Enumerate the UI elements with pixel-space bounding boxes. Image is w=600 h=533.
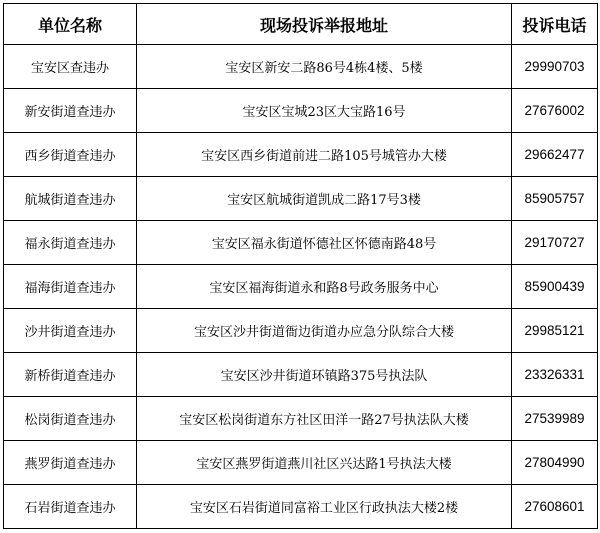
address-cell: 宝安区新安二路86号4栋4楼、5楼 — [137, 45, 512, 89]
header-address: 现场投诉举报地址 — [137, 4, 512, 45]
header-phone: 投诉电话 — [512, 4, 598, 45]
unit-name-cell: 燕罗街道查违办 — [4, 441, 137, 485]
phone-cell: 27676002 — [512, 89, 598, 133]
phone-cell: 27608601 — [512, 485, 598, 529]
table-row — [4, 221, 598, 265]
phone-cell: 29985121 — [512, 309, 598, 353]
unit-name-cell: 西乡街道查违办 — [4, 133, 137, 177]
table-row — [4, 485, 598, 529]
address-cell: 宝安区松岗街道东方社区田洋一路27号执法队大楼 — [137, 397, 512, 441]
address-cell: 宝安区航城街道凯成二路17号3楼 — [137, 177, 512, 221]
complaint-contact-table — [3, 3, 598, 529]
address-cell: 宝安区沙井街道环镇路375号执法队 — [137, 353, 512, 397]
address-cell: 宝安区宝城23区大宝路16号 — [137, 89, 512, 133]
phone-cell: 23326331 — [512, 353, 598, 397]
unit-name-cell: 宝安区查违办 — [4, 45, 137, 89]
phone-cell: 29170727 — [512, 221, 598, 265]
unit-name-cell: 新桥街道查违办 — [4, 353, 137, 397]
phone-cell: 29990703 — [512, 45, 598, 89]
table-row — [4, 89, 598, 133]
table-row — [4, 353, 598, 397]
table-row — [4, 177, 598, 221]
table-row — [4, 441, 598, 485]
table-row — [4, 309, 598, 353]
table-row — [4, 133, 598, 177]
phone-cell: 85900439 — [512, 265, 598, 309]
unit-name-cell: 新安街道查违办 — [4, 89, 137, 133]
header-unit-name: 单位名称 — [4, 4, 137, 45]
phone-cell: 29662477 — [512, 133, 598, 177]
phone-cell: 27804990 — [512, 441, 598, 485]
address-cell: 宝安区福海街道永和路8号政务服务中心 — [137, 265, 512, 309]
phone-cell: 27539989 — [512, 397, 598, 441]
table-header-row — [4, 4, 598, 45]
unit-name-cell: 松岗街道查违办 — [4, 397, 137, 441]
unit-name-cell: 石岩街道查违办 — [4, 485, 137, 529]
address-cell: 宝安区福永街道怀德社区怀德南路48号 — [137, 221, 512, 265]
unit-name-cell: 福永街道查违办 — [4, 221, 137, 265]
table-row — [4, 265, 598, 309]
address-cell: 宝安区燕罗街道燕川社区兴达路1号执法大楼 — [137, 441, 512, 485]
table-row — [4, 45, 598, 89]
address-cell: 宝安区西乡街道前进二路105号城管办大楼 — [137, 133, 512, 177]
phone-cell: 85905757 — [512, 177, 598, 221]
address-cell: 宝安区石岩街道同富裕工业区行政执法大楼2楼 — [137, 485, 512, 529]
unit-name-cell: 沙井街道查违办 — [4, 309, 137, 353]
unit-name-cell: 福海街道查违办 — [4, 265, 137, 309]
table-row — [4, 397, 598, 441]
unit-name-cell: 航城街道查违办 — [4, 177, 137, 221]
address-cell: 宝安区沙井街道衙边街道办应急分队综合大楼 — [137, 309, 512, 353]
